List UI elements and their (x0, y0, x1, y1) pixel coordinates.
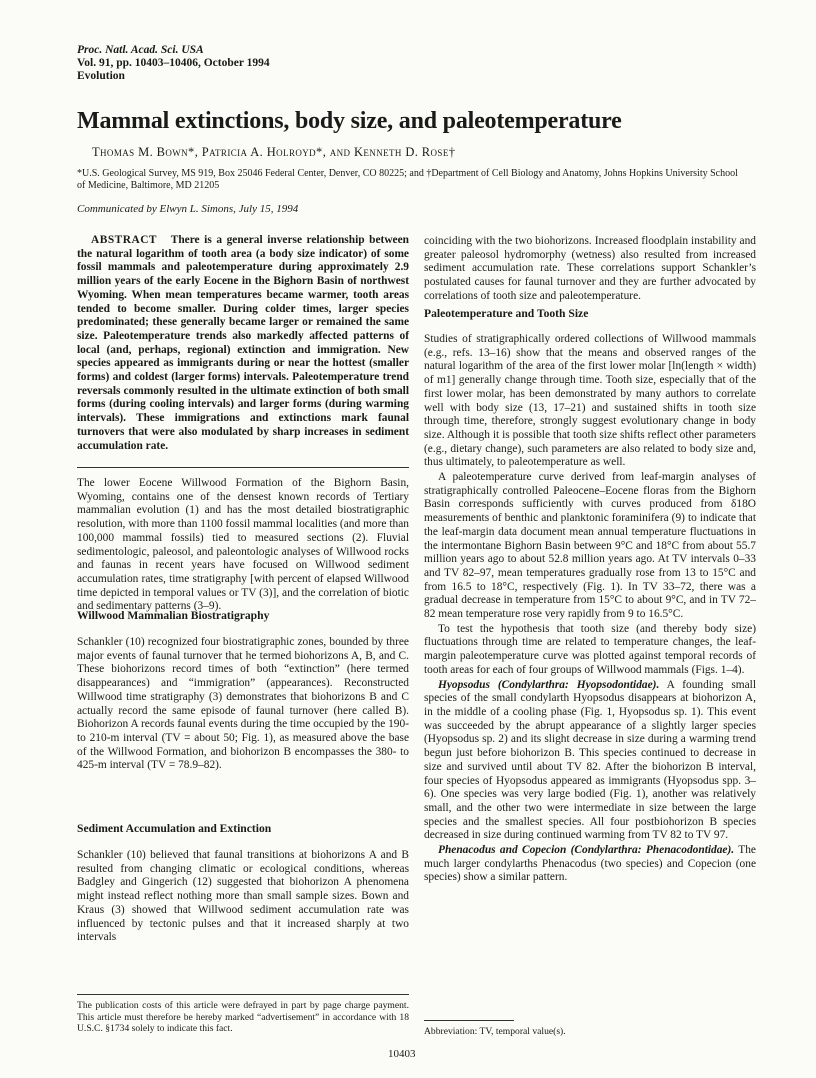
hyopsodus-text: A founding small species of the small condylarth Hyopsodus disappears at biohorizon A, in the middle of a cooling phase (Fig. 1, Hyopsodus sp. 1). This event was succeeded by the abrupt appearance of a slightly larger species (Hyopsodus sp. 2) and its slight decrease in size during a warming trend begun just before biohorizon B. This species continued to decrease in size and survived until about TV 82. After the biohorizon B interval, four species of Hyopsodus appeared as immigrants (Hyopsodus spp. 3–6). One species was very large bodied (Fig. 1), another was relatively small, and the other two were intermediate in size between the large species and the smallest species. All four postbiohorizon B species decreased in size during continued warming from TV 82 to TV 97. (424, 678, 756, 842)
biostratigraphy-paragraph (77, 636, 409, 773)
abstract-heading: ABSTRACT (91, 234, 158, 246)
journal-header (77, 44, 270, 83)
sediment-continued-text: coinciding with the two biohorizons. Increased floodplain instability and greater paleosol hydromorphy (wetness) also resulted from increased sediment accumulation rate. These correlations support Schankler’s postulated causes for faunal turnover and they are further advocated by correlations of tooth size and paleotemperature. (424, 235, 756, 302)
journal-volume: Vol. 91, pp. 10403–10406, October 1994 (77, 57, 270, 69)
article-title: Mammal extinctions, body size, and paleotemperature (77, 108, 622, 134)
biostratigraphy-text: Schankler (10) recognized four biostratigraphic zones, bounded by three major events of faunal turnover that he termed biohorizons A, B, and C. These biohorizons record times of both “extinction” (here termed disappearances) and “immigration” (appearances). Reconstructed Willwood time stratigraphy (3) demonstrates that biohorizons B and C actually record the same episode of faunal turnover (here called B). Biohorizon A records faunal events during the time occupied by the 190- to 210-m interval (TV = about 50; Fig. 1), as measured above the base of the Willwood Formation, and biohorizon B encompasses the 380- to 425-m interval (TV = 78.9–82). (77, 636, 409, 772)
sediment-text: Schankler (10) believed that faunal transitions at biohorizons A and B resulted from changing climatic or ecological conditions, whereas Badgley and Gingerich (12) suggested that biohorizon A phenomena might instead reflect nothing more than small sample sizes. Bown and Kraus (3) showed that Willwood sediment accumulation rate was influenced by tectonic pulses and that it increased sharply at two intervals (77, 849, 409, 944)
publication-footnote: The publication costs of this article were defrayed in part by page charge payment. This article must therefore be hereby marked “advertisement” in accordance with 18 U.S.C. §1734 solely to indicate this fact. (77, 1000, 409, 1034)
phenacodus-text: The much larger condylarths Phenacodus (two species) and Copecion (one species) show a similar pattern. (424, 844, 756, 884)
page-number: 10403 (388, 1048, 416, 1060)
abstract-divider (77, 467, 409, 468)
sediment-paragraph (77, 849, 409, 945)
sediment-continued-paragraph (424, 235, 756, 304)
intro-text: The lower Eocene Willwood Formation of the Bighorn Basin, Wyoming, contains one of the densest known records of Tertiary mammalian evolution (1) and has the most detailed biostratigraphic resolution, with more than 1100 fossil mammal localities (and more than 100,000 mammal fossils) tied to measured sections (2). Fluvial sedimentologic, paleosol, and paleontologic analyses of Willwood rocks and faunas in recent years have focused on Willwood sediment accumulation rates, time stratigraphy [with percent of elapsed Willwood time depicted in temporal values or TV (3)], and the correlation of biotic and sedimentary patterns (3–9). (77, 477, 409, 613)
section-heading-paleotemperature: Paleotemperature and Tooth Size (424, 307, 589, 320)
journal-section: Evolution (77, 70, 125, 82)
section-heading-biostratigraphy: Willwood Mammalian Biostratigraphy (77, 609, 270, 622)
abbreviation-note: Abbreviation: TV, temporal value(s). (424, 1026, 566, 1037)
footnote-divider (77, 994, 409, 995)
journal-name: Proc. Natl. Acad. Sci. USA (77, 44, 204, 56)
paleotemperature-p1: Studies of stratigraphically ordered collections of Willwood mammals (e.g., refs. 13–16) show that the means and observed ranges of the natural logarithm of the area of the first lower molar [ln(length × width) of m1] generally change through time. Tooth size, especially that of the first lower molar, has been demonstrated by many authors to correlate well with body size (13, 17–21) and sustained shifts in tooth size through time, therefore, strongly suggest evolutionary change in body size. Although it is possible that tooth size shifts reflect other parameters (e.g., dietary change), such parameters are also related to body size and, thus ultimately, to paleotemperature as well. (424, 333, 756, 469)
phenacodus-paragraph (424, 844, 756, 885)
section-heading-sediment: Sediment Accumulation and Extinction (77, 822, 272, 835)
phenacodus-heading: Phenacodus and Copecion (Condylarthra: Phenacodontidae). (438, 844, 735, 857)
hyopsodus-heading: Hyopsodus (Condylarthra: Hyopsodontidae). (438, 678, 660, 691)
intro-paragraph (77, 477, 409, 614)
communicated-by: Communicated by Elwyn L. Simons, July 15, 1994 (77, 203, 299, 215)
hyopsodus-paragraph (424, 679, 756, 843)
abstract (77, 234, 409, 453)
abstract-text: There is a general inverse relationship between the natural logarithm of tooth area (a body size indicator) of some fossil mammals and paleotemperature during approximately 2.9 million years of the early Eocene in the Bighorn Basin of northwest Wyoming. When mean temperatures became warmer, tooth areas tended to become smaller. During colder times, larger species predominated; these generally became larger or remained the same size. Paleotemperature trends also markedly affected patterns of local (and, perhaps, regional) extinction and immigration. New species appeared as immigrants during or near the hottest (smaller forms) and coldest (larger forms) intervals. Paleotemperature trend reversals commonly resulted in the ultimate extinction of both small forms (during cooling intervals) and larger forms (during warming intervals). These immigrations and extinctions mark faunal turnovers that were also modulated by sharp increases in sediment accumulation rate. (77, 234, 409, 452)
paleotemperature-section (424, 333, 756, 885)
paleotemperature-p2: A paleotemperature curve derived from leaf-margin analyses of stratigraphically controlled Paleocene–Eocene floras from the Bighorn Basin corresponds sufficiently with curves produced from δ18O measurements of benthic and planktonic foraminifera (9) to indicate that the leaf-margin data document mean annual temperature fluctuations in the intermontane Bighorn Basin between 9°C and 18°C from about 55.7 million years ago to about 52.8 million years ago. At TV intervals 0–33 and TV 82–97, mean temperatures gradually rose from 13 to 15°C and from 16.5 to 18°C, respectively (Fig. 1). In TV 33–72, there was a gradual decrease in temperature from 15°C to about 9°C, and in TV 72–82 mean temperature rose very rapidly from 9 to 16.5°C. (424, 471, 756, 621)
paleotemperature-p3: To test the hypothesis that tooth size (and thereby body size) fluctuations through time are related to temperature changes, the leaf-margin paleotemperature curve was plotted against temporal records of tooth areas for each of four groups of Willwood mammals (Figs. 1–4). (424, 622, 756, 676)
author-list: Thomas M. Bown*, Patricia A. Holroyd*, and Kenneth D. Rose† (92, 145, 456, 159)
affiliations: *U.S. Geological Survey, MS 919, Box 25046 Federal Center, Denver, CO 80225; and †Department of Cell Biology and Anatomy, Johns Hopkins University School of Medicine, Baltimore, MD 21205 (77, 168, 738, 191)
abbreviation-divider (424, 1020, 514, 1021)
